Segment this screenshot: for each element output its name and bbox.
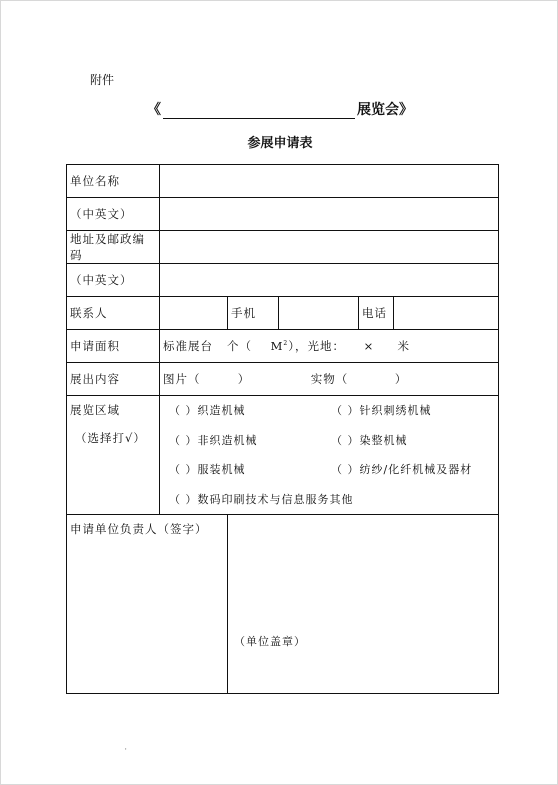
- unit-name-lang-label: （中英文）: [67, 198, 160, 231]
- zone-option-dyeing[interactable]: （ ）染整机械: [331, 433, 408, 447]
- area-times: ×: [363, 339, 375, 353]
- unit-name-lang-field[interactable]: [160, 198, 499, 231]
- row-unit-name-lang: [67, 198, 499, 231]
- row-signature: [67, 515, 499, 694]
- zone-option-garment[interactable]: （ ）服装机械: [169, 463, 246, 476]
- signer-label: 申请单位负责人（签字）: [70, 522, 208, 536]
- address-label: 地址及邮政编码: [67, 231, 160, 264]
- zone-label-cell: [67, 396, 160, 515]
- area-meter: 米: [397, 339, 410, 353]
- exhibition-name-blank[interactable]: [163, 103, 355, 119]
- zone-hint: （选择打√）: [75, 431, 146, 445]
- exhibit-picture-close: ）: [237, 372, 251, 386]
- row-contact: [67, 297, 499, 330]
- title-suffix: 展览会》: [357, 102, 413, 118]
- exhibit-picture: 图片（: [163, 372, 201, 386]
- zone-option-weaving[interactable]: （ ）织造机械: [169, 404, 246, 417]
- contact-field[interactable]: [160, 297, 228, 330]
- row-zone: [67, 396, 499, 515]
- mobile-label: 手机: [228, 297, 279, 330]
- exhibit-object-close: ）: [394, 372, 408, 386]
- page-mark: ': [125, 748, 127, 755]
- zone-option-digital-printing[interactable]: （ ）数码印刷技术与信息服务其他: [169, 492, 354, 506]
- area-raw-space: ），光地：: [288, 339, 345, 353]
- area-count-open: 个（: [226, 339, 252, 353]
- exhibit-field[interactable]: [160, 363, 499, 396]
- row-address: [67, 231, 499, 264]
- stamp-cell[interactable]: [228, 515, 499, 694]
- zone-option-spinning[interactable]: （ ）纺纱/化纤机械及器材: [331, 463, 473, 476]
- unit-name-field[interactable]: [160, 165, 499, 198]
- address-lang-field[interactable]: [160, 264, 499, 297]
- zone-option-nonwoven[interactable]: （ ）非织造机械: [169, 433, 258, 447]
- exhibit-object: 实物（: [310, 372, 349, 386]
- address-lang-label: （中英文）: [67, 264, 160, 297]
- title-left-bracket: 《: [147, 102, 161, 118]
- area-unit-power: 2: [283, 340, 289, 348]
- area-field[interactable]: [160, 330, 499, 363]
- zone-options-grid: [163, 396, 495, 514]
- contact-label: 联系人: [67, 297, 160, 330]
- signer-cell: [67, 515, 228, 694]
- attachment-label: 附件: [90, 73, 115, 87]
- application-form-table: [66, 164, 499, 694]
- exhibition-title: [1, 99, 558, 119]
- zone-options: [160, 396, 499, 515]
- row-address-lang: [67, 264, 499, 297]
- exhibit-label: 展出内容: [67, 363, 160, 396]
- zone-option-knitting[interactable]: （ ）针织刺绣机械: [331, 404, 432, 417]
- stamp-label: （单位盖章）: [234, 635, 306, 648]
- form-subtitle: 参展申请表: [247, 136, 313, 151]
- phone-label: 电话: [359, 297, 394, 330]
- area-label: 申请面积: [67, 330, 160, 363]
- mobile-field[interactable]: [279, 297, 359, 330]
- zone-label: 展览区域: [70, 403, 120, 417]
- address-field[interactable]: [160, 231, 499, 264]
- row-exhibit: [67, 363, 499, 396]
- row-unit-name: [67, 165, 499, 198]
- unit-name-label: 单位名称: [67, 165, 160, 198]
- area-unit: M: [270, 339, 284, 353]
- row-area: [67, 330, 499, 363]
- area-standard-booth: 标准展台: [163, 339, 213, 353]
- phone-field[interactable]: [394, 297, 499, 330]
